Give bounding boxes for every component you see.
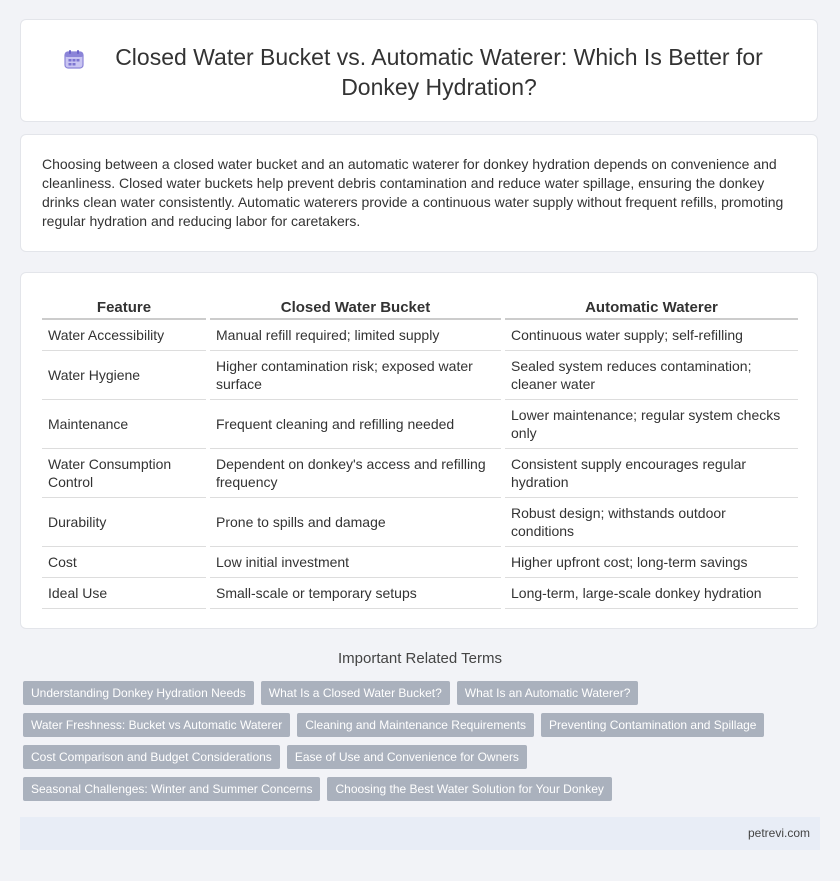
related-term-tag[interactable]: Understanding Donkey Hydration Needs [23, 681, 254, 705]
related-terms-list [23, 681, 803, 809]
feature-cell: Water Consumption Control [42, 449, 206, 498]
related-term-tag[interactable]: Ease of Use and Convenience for Owners [287, 745, 527, 769]
bucket-cell: Frequent cleaning and refilling needed [210, 400, 501, 449]
comparison-table [42, 296, 798, 609]
feature-cell: Cost [42, 547, 206, 578]
feature-cell: Ideal Use [42, 578, 206, 609]
intro-card [20, 134, 818, 252]
waterer-cell: Long-term, large-scale donkey hydration [505, 578, 798, 609]
table-row [42, 547, 798, 578]
table-row [42, 578, 798, 609]
related-term-tag[interactable]: Seasonal Challenges: Winter and Summer Concerns [23, 777, 320, 801]
bucket-cell: Small-scale or temporary setups [210, 578, 501, 609]
waterer-cell: Lower maintenance; regular system checks only [505, 400, 798, 449]
feature-cell: Water Accessibility [42, 320, 206, 351]
table-row [42, 449, 798, 498]
table-row [42, 351, 798, 400]
header-feature: Feature [42, 296, 206, 320]
table-row [42, 320, 798, 351]
bucket-cell: Dependent on donkey's access and refilling frequency [210, 449, 501, 498]
header-automatic-waterer: Automatic Waterer [505, 296, 798, 320]
title-card [20, 19, 818, 122]
waterer-cell: Higher upfront cost; long-term savings [505, 547, 798, 578]
related-term-tag[interactable]: Cost Comparison and Budget Considerations [23, 745, 280, 769]
related-term-tag[interactable]: Water Freshness: Bucket vs Automatic Waterer [23, 713, 290, 737]
related-term-tag[interactable]: What Is an Automatic Waterer? [457, 681, 639, 705]
feature-cell: Maintenance [42, 400, 206, 449]
table-row [42, 498, 798, 547]
table-header-row [42, 296, 798, 320]
waterer-cell: Consistent supply encourages regular hydration [505, 449, 798, 498]
related-term-tag[interactable]: Choosing the Best Water Solution for Your Donkey [327, 777, 611, 801]
page-title: Closed Water Bucket vs. Automatic Waterer: Which Is Better for Donkey Hydration? [115, 44, 763, 100]
related-terms-title: Important Related Terms [338, 650, 502, 667]
feature-cell: Durability [42, 498, 206, 547]
footer [20, 817, 820, 850]
related-term-tag[interactable]: Cleaning and Maintenance Requirements [297, 713, 534, 737]
bucket-cell: Low initial investment [210, 547, 501, 578]
site-link[interactable]: petrevi.com [747, 826, 810, 840]
intro-paragraph: Choosing between a closed water bucket and an automatic waterer for donkey hydration depends on convenience and cleanliness. Closed water buckets help prevent debris contamination and reduce water spillage, ensuring the donkey drinks clean water consistently. Automatic waterers provide a continuous water supply without frequent refills, promoting regular hydration and reducing labor for caretakers. [42, 156, 784, 229]
waterer-cell: Sealed system reduces contamination; cleaner water [505, 351, 798, 400]
bucket-cell: Prone to spills and damage [210, 498, 501, 547]
bucket-cell: Higher contamination risk; exposed water surface [210, 351, 501, 400]
feature-cell: Water Hygiene [42, 351, 206, 400]
related-term-tag[interactable]: Preventing Contamination and Spillage [541, 713, 764, 737]
related-term-tag[interactable]: What Is a Closed Water Bucket? [261, 681, 450, 705]
waterer-cell: Continuous water supply; self-refilling [505, 320, 798, 351]
table-row [42, 400, 798, 449]
header-closed-bucket: Closed Water Bucket [210, 296, 501, 320]
waterer-cell: Robust design; withstands outdoor conditions [505, 498, 798, 547]
comparison-table-card [20, 272, 818, 629]
bucket-cell: Manual refill required; limited supply [210, 320, 501, 351]
